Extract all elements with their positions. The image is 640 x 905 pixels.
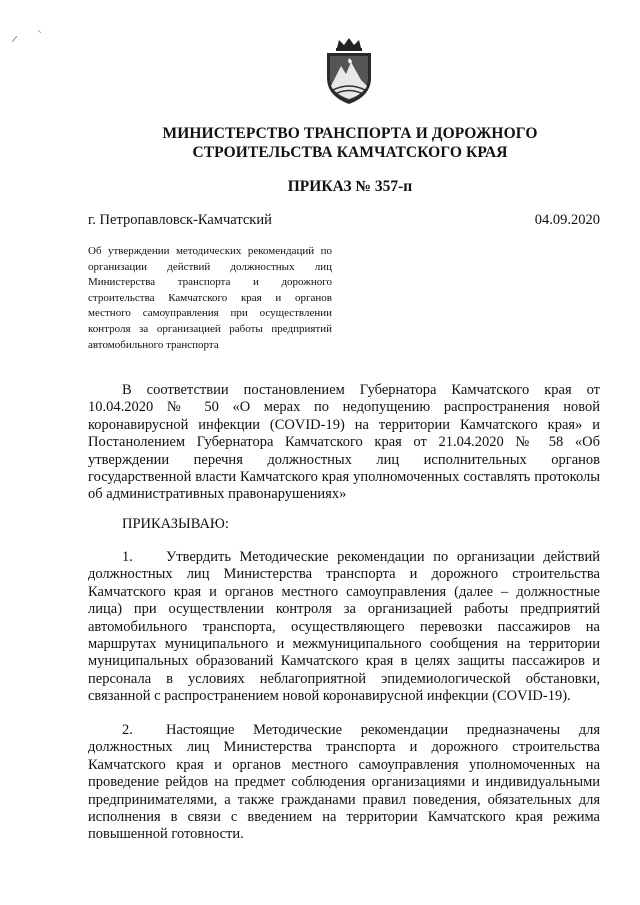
order-title: ПРИКАЗ № 357-п <box>287 178 413 195</box>
order-item-number: 2. <box>122 722 133 738</box>
preamble-paragraph: В соответствии постановлением Губернатора Камчатского края от 10.04.2020 № 50 «О мерах по недопущению распространения новой коронавирусной инфекции (COVID-19) на территории Камчатского края» и Постанолением Губернатора Камчатского края от 21.04.2020 № 58 «Об утверждении перечня должностных лиц исполнительных органов государственной власти Камчатского края уполномоченных составлять протоколы об административных правонарушениях» <box>88 382 600 503</box>
ministry-title-line1: МИНИСТЕРСТВО ТРАНСПОРТА И ДОРОЖНОГО <box>162 125 538 142</box>
order-item-1 <box>88 549 600 706</box>
orders-heading: ПРИКАЗЫВАЮ: <box>122 516 229 532</box>
document-subject: Об утверждении методических рекомендаций по организации действий должностных лиц Министерства транспорта и дорожного строительства Камчатского края и органов местного самоуправления при осуществлении контроля за организацией работы предприятий автомобильного транспорта <box>88 245 332 351</box>
ministry-title-line2: СТРОИТЕЛЬСТВА КАМЧАТСКОГО КРАЯ <box>192 144 508 161</box>
order-item-text: Утвердить Методические рекомендации по организации действий должностных лиц Министерства транспорта и дорожного строительства Камчатского края и органов местного самоуправления (далее – должностные лица) при осуществлении контроля за организацией работы предприятий автомобильного транспорта, осуществляющего перевозки пассажиров на маршрутах муниципального и межмуниципального сообщения на территории муниципальных образований Камчатского края в целях защиты пассажиров и персонала в условиях неблагоприятной эпидемиологической обстановки, связанной с распространением новой коронавирусной инфекции (COVID-19). <box>88 549 600 705</box>
order-item-text: Настоящие Методические рекомендации предназначены для должностных лиц Министерства транспорта и дорожного строительства Камчатского края и органов местного самоуправления уполномоченных на проведение рейдов на предмет соблюдения организациями и индивидуальными предпринимателями, а также гражданами правил поведения, обязательных для исполнения в связи с введением на территории Камчатского края режима повышенной готовности. <box>88 722 600 843</box>
order-item-2 <box>88 722 600 844</box>
kamchatka-coat-of-arms-icon <box>319 36 379 106</box>
city: г. Петропавловск-Камчатский <box>88 212 272 228</box>
document-date: 04.09.2020 <box>534 212 600 228</box>
margin-mark <box>8 24 48 48</box>
order-item-number: 1. <box>122 549 133 565</box>
